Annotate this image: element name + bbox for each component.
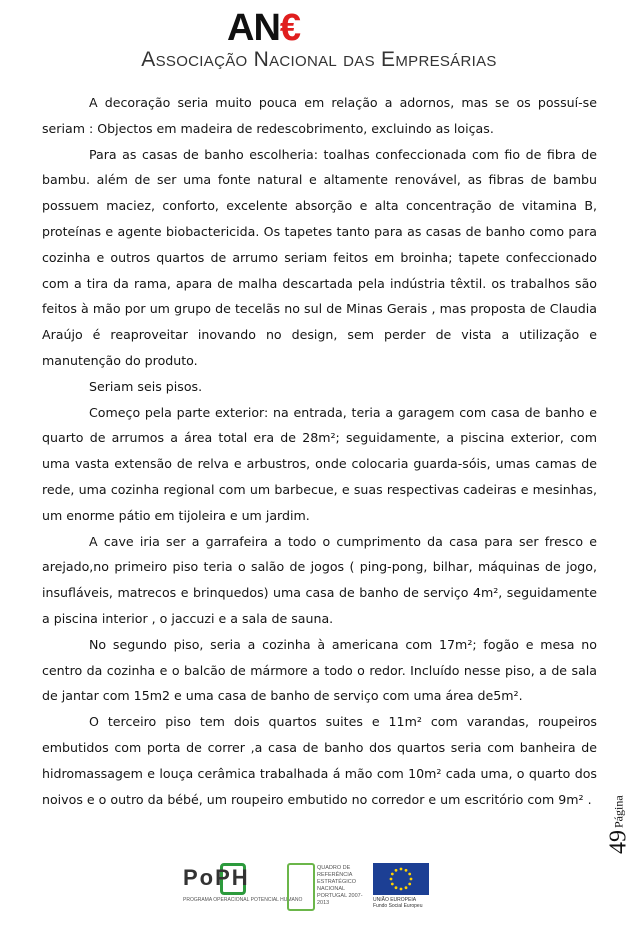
page-footer	[0, 855, 638, 925]
qren-logo-text: QUADRO DE REFERÊNCIA ESTRATÉGICO NACIONAL PORTUGAL 2007-2013	[317, 865, 363, 906]
qren-logo-mark	[287, 863, 315, 911]
ane-logo: AN€	[227, 7, 301, 49]
paragraph-second-floor: No segundo piso, seria a cozinha à americana com 17m²; fogão e mesa no centro da cozinha e o balcão de mármore a todo o redor. Incluído nesse piso, a de sala de jantar com 15m2 e uma casa de banho de serviço com uma área de5m².	[42, 636, 597, 704]
qren-logo	[287, 863, 363, 909]
poph-logo-subtitle: PROGRAMA OPERACIONAL POTENCIAL HUMANO	[183, 897, 303, 903]
page-header	[0, 0, 638, 80]
eu-caption	[373, 897, 422, 909]
paragraph-third-floor: O terceiro piso tem dois quartos suites e 11m² com varandas, roupeiros embutidos com porta de correr ,a casa de banho dos quartos seria com banheira de hidromassagem e louça cerâmica trabalhada á mão com 10m² cada uma, o quarto dos noivos e o outro da bébé, um roupeiro embutido no corredor e um escritório com 9m² .	[42, 714, 597, 807]
eu-flag-icon	[373, 863, 429, 895]
eu-caption-line-2: Fundo Social Europeu	[373, 903, 423, 909]
eu-caption-line-1: UNIÃO EUROPEIA	[373, 897, 417, 903]
paragraph-basement: A cave iria ser a garrafeira a todo o cumprimento da casa para ser fresco e arejado,no primeiro piso teria o salão de jogos ( ping-pong, bilhar, máquinas de jogo, insufláveis, matrecos e brinquedos) uma casa de banho de serviço 4m², seguidamente a piscina interior , o jaccuzi e a sala de sauna.	[42, 533, 597, 626]
poph-logo	[183, 863, 303, 907]
paragraph-decoration: A decoração seria muito pouca em relação a adornos, mas se os possuí-se seriam : Objectos em madeira de redescobrimento, excluindo as loiças.	[42, 95, 597, 136]
paragraph-floors: Seriam seis pisos.	[89, 378, 203, 394]
paragraph-exterior: Começo pela parte exterior: na entrada, teria a garagem com casa de banho e quarto de arrumos a área total era de 28m²; seguidamente, a piscina exterior, com uma vasta extensão de relva e arbustros, onde colocaria guarda-sóis, umas camas de rede, uma cozinha regional com um barbecue, e suas respectivas cadeiras e mesinhas, um enorme pátio em tijoleira e um jardim.	[42, 404, 597, 523]
page-number-value: 49	[605, 830, 632, 855]
org-name: Associação Nacional das Empresárias	[141, 48, 497, 71]
document-body	[42, 90, 597, 812]
paragraph-bathrooms: Para as casas de banho escolheria: toalhas confeccionada com fio de fibra de bambu. além de ser uma fonte natural e altamente renovável, as fibras de bambu possuem maciez, conforto, excelente absorção e alta concentração de vitamina B, proteínas e agente biobactericida. Os tapetes tanto para as casas de banho como para cozinha e outros quartos de arrumo seriam feitos em broinha; tapete confeccionado com a tira da rama, apara de malha descartada pela indústria têxtil. os trabalhos são feitos à mão por um grupo de tecelãs no sul de Minas Gerais , mas proposta de Claudia Araújo é reaproveitar inovando no design, sem perder de vista a utilização e manutenção do produto.	[42, 146, 597, 368]
eu-logo	[373, 863, 433, 909]
poph-logo-text: PoPH	[183, 865, 250, 890]
page-number-label: Página	[611, 795, 626, 829]
